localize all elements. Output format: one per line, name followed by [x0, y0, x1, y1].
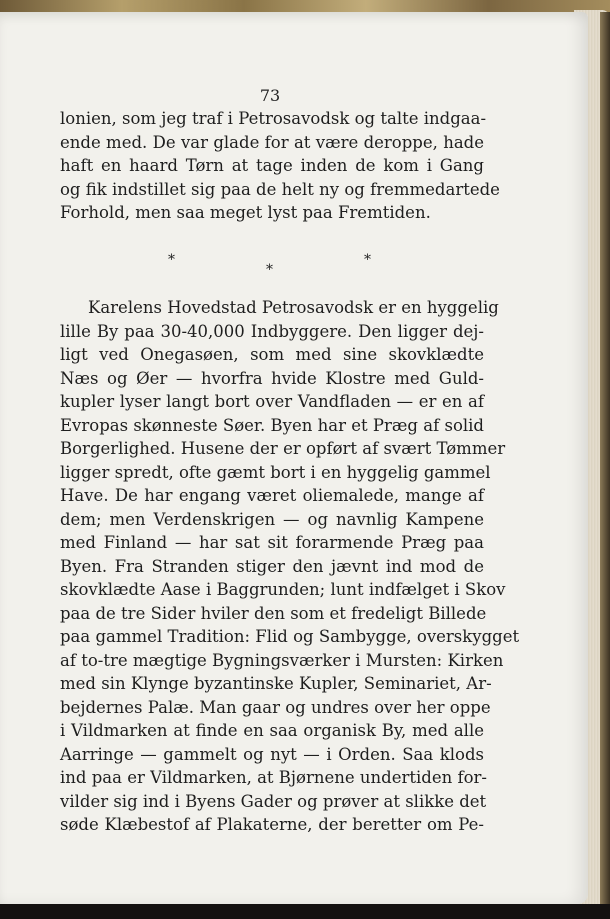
text-line: og fik indstillet sig paa de helt ny og fremmedartede	[60, 179, 500, 199]
paragraph-1	[60, 107, 500, 225]
text-line: bejdernes Palæ. Man gaar og undres over her oppe	[60, 697, 491, 717]
text-line: Karelens Hovedstad Petrosavodsk er en hyggelig	[88, 298, 499, 317]
text-line: søde Klæbestof af Plakaterne, der beretter om Pe-	[60, 815, 484, 834]
separator-star: *	[168, 252, 175, 268]
text-line: ligt ved Onegasøen, som med sine skovklædte	[60, 345, 484, 364]
text-line: haft en haard Tørn at tage inden de kom i Gang	[60, 156, 484, 175]
separator-star: *	[364, 252, 371, 268]
text-line: Have. De har engang været oliemalede, mange af	[60, 486, 484, 505]
text-line: ligger spredt, ofte gæmt bort i en hyggelig gammel	[60, 462, 491, 482]
text-line: Borgerlighed. Husene der er opført af svært Tømmer	[60, 439, 506, 458]
text-line: paa gammel Tradition: Flid og Sambygge, overskygget	[60, 627, 520, 646]
text-line: skovklædte Aase i Baggrunden; lunt indfælget i Skov	[60, 580, 506, 599]
separator-star: *	[266, 262, 273, 278]
text-line: vilder sig ind i Byens Gader og prøver at slikke det	[60, 791, 487, 811]
text-line: Aarringe — gammelt og nyt — i Orden. Saa klods	[60, 744, 484, 764]
book-page	[0, 12, 588, 904]
page-number: 73	[259, 86, 281, 105]
text-line: dem; men Verdenskrigen — og navnlig Kampene	[60, 509, 484, 529]
book-bottom-edge	[0, 904, 610, 919]
text-line: Næs og Øer — hvorfra hvide Klostre med Guld-	[60, 368, 484, 388]
text-line: med Finland — har sat sit forarmende Præg paa	[60, 533, 484, 552]
text-line: ind paa er Vildmarken, at Bjørnene undertiden for-	[60, 768, 487, 787]
text-line: Evropas skønneste Søer. Byen har et Præg af solid	[60, 415, 484, 435]
text-line: Forhold, men saa meget lyst paa Fremtiden.	[60, 203, 431, 222]
text-line: kupler lyser langt bort over Vandfladen — er en af	[60, 392, 484, 411]
paragraph-2	[60, 296, 520, 837]
text-line: lonien, som jeg traf i Petrosavodsk og talte indgaa-	[60, 109, 487, 128]
page-stack-shadow	[600, 12, 610, 904]
text-line: af to-tre mægtige Bygningsværker i Mursten: Kirken	[60, 650, 504, 670]
text-line: ende med. De var glade for at være deroppe, hade	[60, 132, 484, 152]
text-line: Byen. Fra Stranden stiger den jævnt ind mod de	[60, 556, 484, 576]
section-separator	[0, 252, 540, 282]
text-line: med sin Klynge byzantinske Kupler, Seminariet, Ar-	[60, 674, 492, 693]
text-line: i Vildmarken at finde en saa organisk By, med alle	[60, 721, 484, 740]
text-line: lille By paa 30-40,000 Indbyggere. Den ligger dej-	[60, 321, 484, 341]
text-line: paa de tre Sider hviler den som et fredeligt Billede	[60, 603, 487, 623]
